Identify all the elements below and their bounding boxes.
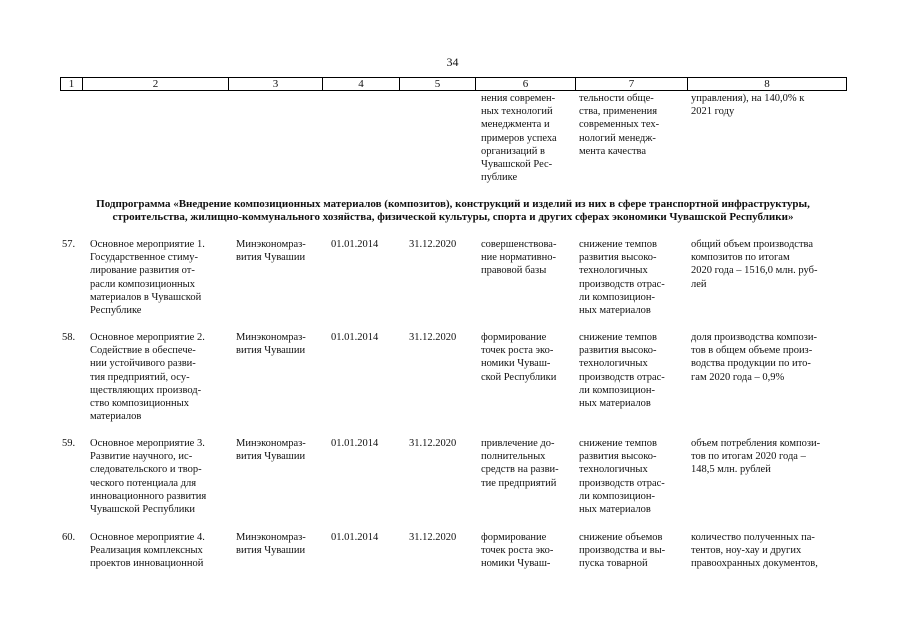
activity-cell: Основное мероприятие 4. Реализация комплексных проектов инновационной	[90, 532, 205, 570]
row-number: 59.	[62, 438, 76, 449]
column-number: 5	[400, 78, 476, 91]
row-number: 58.	[62, 332, 76, 343]
activity-cell: Основное мероприятие 1. Государственное стиму- лирование развития от- расли композиционных материалов в Чувашской Республике	[90, 239, 205, 317]
activity-cell: Основное мероприятие 2. Содействие в обеспече- нии устойчивого разви- тия предприятий, осу- ществляющих производ- ство композиционных материалов	[90, 332, 205, 423]
consequence-cell: снижение темпов развития высоко- технологичных производств отрас- ли композицион- ных материалов	[579, 239, 665, 317]
executor-cell: Минэкономраз- вития Чувашии	[236, 239, 306, 264]
executor-cell: Минэкономраз- вития Чувашии	[236, 438, 306, 463]
start-date: 01.01.2014	[331, 532, 379, 543]
indicator-cell: общий объем производства композитов по итогам 2020 года – 1516,0 млн. руб- лей	[691, 239, 818, 290]
end-date: 31.12.2020	[409, 239, 457, 250]
end-date: 31.12.2020	[409, 332, 457, 343]
end-date: 31.12.2020	[409, 438, 457, 449]
page-number: 34	[446, 55, 459, 69]
result-cell: формирование точек роста эко- номики Чуваш- ской Республики	[481, 332, 557, 383]
column-number: 2	[83, 78, 229, 91]
continuation-result-cell: нения современ- ных технологий менеджмента и примеров успеха организаций в Чувашской Рес- публике	[481, 93, 557, 184]
indicator-cell: объем потребления компози- тов по итогам 2020 года – 148,5 млн. рублей	[691, 438, 821, 476]
consequence-cell: снижение объемов производства и вы- пуска товарной	[579, 532, 666, 570]
row-number: 57.	[62, 239, 76, 250]
indicator-cell: доля производства компози- тов в общем объеме произ- водства продукции по ито- гам 2020 года – 0,9%	[691, 332, 817, 383]
column-number: 4	[323, 78, 400, 91]
subprogram-title: Подпрограмма «Внедрение композиционных материалов (композитов), конструкций и изделий из них в сфере транспортной инфраструктуры, строительства, жилищно-коммунального хозяйства, физической культуры, спорта и других сферах экономики Чувашской Республики»	[96, 198, 810, 223]
column-number: 6	[476, 78, 576, 91]
consequence-cell: снижение темпов развития высоко- технологичных производств отрас- ли композицион- ных материалов	[579, 438, 665, 516]
activity-cell: Основное мероприятие 3. Развитие научного, ис- следовательского и твор- ческого потенциала для инновационного развития Чувашской Республики	[90, 438, 207, 516]
continuation-consequence-cell: тельности обще- ства, применения современных тех- нологий менедж- мента качества	[579, 93, 660, 157]
continuation-indicator-cell: управления), на 140,0% к 2021 году	[691, 93, 805, 118]
end-date: 31.12.2020	[409, 532, 457, 543]
column-number: 8	[688, 78, 847, 91]
column-number: 3	[229, 78, 323, 91]
row-number: 60.	[62, 532, 76, 543]
result-cell: формирование точек роста эко- номики Чуваш-	[481, 532, 554, 570]
start-date: 01.01.2014	[331, 332, 379, 343]
result-cell: привлечение до- полнительных средств на разви- тие предприятий	[481, 438, 559, 489]
column-number-header	[60, 77, 847, 91]
result-cell: совершенствова- ние нормативно- правовой базы	[481, 239, 557, 277]
start-date: 01.01.2014	[331, 239, 379, 250]
executor-cell: Минэкономраз- вития Чувашии	[236, 532, 306, 557]
indicator-cell: количество полученных па- тентов, ноу-хау и других правоохранных документов,	[691, 532, 818, 570]
executor-cell: Минэкономраз- вития Чувашии	[236, 332, 306, 357]
column-number: 7	[576, 78, 688, 91]
start-date: 01.01.2014	[331, 438, 379, 449]
column-number: 1	[61, 78, 83, 91]
consequence-cell: снижение темпов развития высоко- технологичных производств отрас- ли композицион- ных материалов	[579, 332, 665, 410]
